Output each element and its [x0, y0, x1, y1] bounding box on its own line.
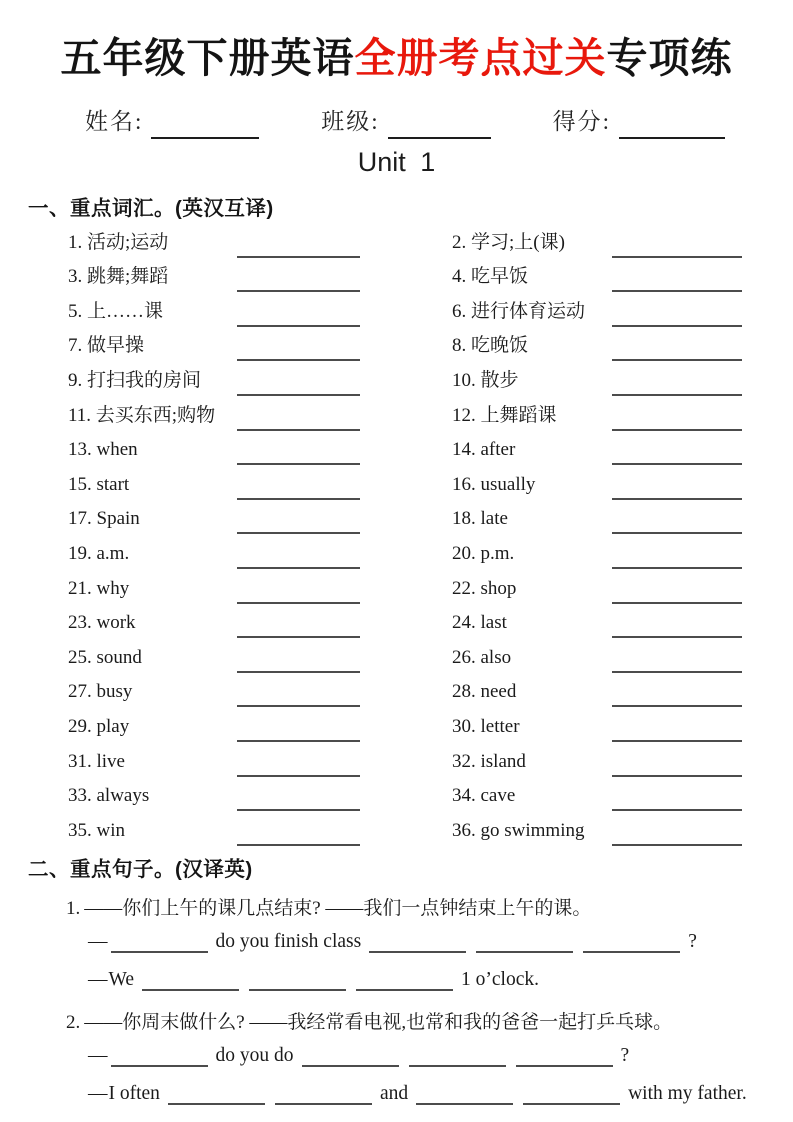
- vocab-term: [452, 785, 612, 807]
- answer-text: do you finish class: [215, 930, 362, 952]
- answer-blank[interactable]: [249, 971, 346, 991]
- vocab-term: [68, 543, 237, 565]
- vocab-answer-blank[interactable]: [237, 238, 360, 258]
- section1-heading: 一、重点词汇。(英汉互译): [28, 197, 274, 221]
- vocab-item: [68, 537, 360, 572]
- vocab-grid: [68, 226, 793, 849]
- answer-text: ?: [688, 930, 697, 952]
- vocab-number: 7.: [68, 335, 83, 357]
- vocab-answer-blank[interactable]: [612, 238, 742, 258]
- vocab-term: [68, 474, 237, 496]
- vocab-text: live: [96, 750, 125, 772]
- answer-text: 1 o’clock.: [461, 968, 539, 990]
- vocab-item: [452, 641, 742, 676]
- vocab-number: 14.: [452, 439, 476, 461]
- question-block: [0, 1007, 793, 1110]
- vocab-answer-blank[interactable]: [612, 307, 742, 327]
- vocab-text: work: [96, 612, 136, 634]
- vocab-term: [68, 330, 237, 357]
- dash-mark: —: [88, 930, 106, 952]
- vocab-item: [452, 468, 742, 503]
- vocab-text: why: [96, 577, 130, 599]
- vocab-number: 24.: [452, 612, 476, 634]
- vocab-answer-blank[interactable]: [612, 618, 742, 638]
- vocab-answer-blank[interactable]: [237, 549, 360, 569]
- vocab-text: after: [480, 439, 516, 461]
- question-chinese: [66, 893, 793, 920]
- vocab-text: start: [96, 473, 130, 495]
- vocab-number: 23.: [68, 612, 92, 634]
- vocab-item: [452, 814, 742, 849]
- vocab-text: go swimming: [480, 819, 585, 841]
- vocab-number: 1.: [68, 231, 83, 253]
- title-part-2: 专项练: [606, 35, 733, 81]
- vocab-number: 31.: [68, 750, 92, 772]
- vocab-text: 跳舞;舞蹈: [87, 266, 169, 288]
- vocab-item: [452, 434, 742, 469]
- vocab-answer-blank[interactable]: [612, 687, 742, 707]
- vocab-term: [452, 578, 612, 600]
- vocab-text: play: [96, 716, 130, 737]
- vocab-number: 5.: [68, 300, 83, 322]
- vocab-number: 28.: [452, 681, 476, 703]
- info-row: [85, 103, 725, 136]
- vocab-number: 21.: [68, 577, 92, 599]
- vocab-item: [68, 503, 360, 538]
- vocab-term: [452, 400, 612, 427]
- vocab-answer-blank[interactable]: [612, 514, 742, 534]
- answer-blank[interactable]: [516, 1047, 613, 1067]
- vocab-text: shop: [480, 577, 517, 599]
- vocab-text: 活动;运动: [87, 231, 169, 253]
- vocab-answer-blank[interactable]: [612, 411, 742, 431]
- vocab-text: p.m.: [480, 543, 515, 565]
- vocab-answer-blank[interactable]: [612, 584, 742, 604]
- vocab-term: [452, 716, 612, 738]
- section2-heading: 二、重点句子。(汉译英): [28, 857, 253, 881]
- vocab-term: [68, 716, 237, 738]
- vocab-number: 34.: [452, 785, 476, 807]
- vocab-item: [452, 676, 742, 711]
- vocab-item: [452, 399, 742, 434]
- vocab-text: Spain: [96, 508, 140, 530]
- vocab-number: 25.: [68, 646, 92, 668]
- vocab-text: 上……课: [87, 300, 164, 322]
- vocab-term: [452, 261, 612, 288]
- vocab-item: [452, 572, 742, 607]
- vocab-item: [452, 780, 742, 815]
- vocab-text: usually: [480, 473, 536, 495]
- vocab-number: 20.: [452, 543, 476, 565]
- vocab-number: 13.: [68, 439, 92, 461]
- vocab-answer-blank[interactable]: [612, 480, 742, 500]
- vocab-item: [452, 261, 742, 296]
- vocab-term: [68, 751, 237, 773]
- vocab-number: 4.: [452, 266, 467, 288]
- vocab-answer-blank[interactable]: [612, 341, 742, 361]
- vocab-term: [452, 474, 612, 496]
- class-group: [321, 103, 490, 136]
- vocab-number: 12.: [452, 404, 476, 426]
- vocab-item: [452, 503, 742, 538]
- vocab-term: [68, 261, 237, 288]
- vocab-answer-blank[interactable]: [237, 618, 360, 638]
- vocab-number: 10.: [452, 370, 476, 392]
- vocab-number: 22.: [452, 577, 476, 599]
- vocab-text: last: [480, 612, 507, 634]
- vocab-number: 18.: [452, 508, 476, 530]
- vocab-text: also: [480, 646, 512, 668]
- score-blank[interactable]: [619, 115, 725, 139]
- vocab-term: [452, 439, 612, 461]
- vocab-answer-blank[interactable]: [612, 445, 742, 465]
- vocab-answer-blank[interactable]: [612, 549, 742, 569]
- vocab-term: [452, 543, 612, 565]
- vocab-answer-blank[interactable]: [612, 653, 742, 673]
- vocab-text: sound: [96, 646, 142, 668]
- title-highlight: 全册考点过关: [354, 35, 607, 81]
- vocab-term: [68, 508, 237, 530]
- title-part-1: 五年级下册英语: [60, 35, 355, 81]
- vocab-text: 打扫我的房间: [87, 370, 202, 392]
- vocab-answer-blank[interactable]: [237, 826, 360, 846]
- vocab-text: win: [96, 819, 125, 841]
- vocab-number: 29.: [68, 716, 92, 737]
- class-label: 班级:: [321, 109, 380, 135]
- vocab-number: 36.: [452, 819, 476, 841]
- vocab-term: [68, 785, 237, 807]
- vocab-number: 19.: [68, 543, 92, 565]
- answer-text: We: [108, 968, 134, 990]
- vocab-number: 8.: [452, 335, 467, 357]
- question-number: 2.: [66, 1011, 81, 1033]
- answer-text: and: [379, 1082, 409, 1104]
- answer-line: [88, 969, 793, 996]
- vocab-answer-blank[interactable]: [237, 307, 360, 327]
- score-group: [553, 103, 725, 136]
- vocab-text: 学习;上(课): [471, 231, 565, 253]
- answer-blank[interactable]: [142, 971, 239, 991]
- vocab-answer-blank[interactable]: [612, 272, 742, 292]
- vocab-item: [68, 710, 360, 745]
- vocab-term: [68, 612, 237, 634]
- vocab-number: 16.: [452, 473, 476, 495]
- vocab-text: island: [480, 750, 526, 772]
- answer-blank[interactable]: [302, 1047, 399, 1067]
- class-blank[interactable]: [388, 115, 491, 139]
- vocab-item: [68, 676, 360, 711]
- question-chinese: [66, 1007, 793, 1034]
- vocab-item: [452, 330, 742, 365]
- vocab-number: 3.: [68, 266, 83, 288]
- vocab-item: [68, 261, 360, 296]
- name-label: 姓名:: [85, 109, 144, 135]
- dash-mark: —: [88, 968, 106, 990]
- vocab-answer-blank[interactable]: [237, 411, 360, 431]
- vocab-item: [452, 295, 742, 330]
- vocab-item: [68, 330, 360, 365]
- answer-blank[interactable]: [275, 1085, 372, 1105]
- vocab-item: [68, 641, 360, 676]
- answer-blank[interactable]: [111, 933, 208, 953]
- vocab-number: 30.: [452, 716, 476, 737]
- vocab-answer-blank[interactable]: [237, 757, 360, 777]
- answer-blank[interactable]: [369, 933, 466, 953]
- vocab-text: 上舞蹈课: [480, 404, 557, 426]
- vocab-text: cave: [480, 785, 516, 807]
- vocab-answer-blank[interactable]: [237, 653, 360, 673]
- vocab-answer-blank[interactable]: [237, 584, 360, 604]
- answer-blank[interactable]: [523, 1085, 620, 1105]
- score-label: 得分:: [552, 109, 611, 135]
- vocab-answer-blank[interactable]: [612, 826, 742, 846]
- vocab-term: [68, 681, 237, 703]
- vocab-number: 11.: [68, 404, 92, 426]
- vocab-text: 吃晚饭: [471, 335, 529, 357]
- vocab-text: late: [480, 508, 508, 530]
- page-title: [0, 36, 793, 81]
- vocab-term: [68, 227, 237, 254]
- vocab-number: 35.: [68, 819, 92, 841]
- vocab-term: [452, 296, 612, 323]
- vocab-item: [68, 572, 360, 607]
- vocab-answer-blank[interactable]: [612, 757, 742, 777]
- vocab-item: [68, 780, 360, 815]
- vocab-term: [452, 751, 612, 773]
- name-group: [85, 103, 259, 136]
- vocab-text: 做早操: [87, 335, 145, 357]
- vocab-text: 去买东西;购物: [95, 404, 216, 426]
- vocab-text: 进行体育运动: [471, 300, 586, 322]
- vocab-term: [452, 508, 612, 530]
- answer-blank[interactable]: [111, 1047, 208, 1067]
- vocab-number: 33.: [68, 785, 92, 807]
- vocab-term: [68, 820, 237, 842]
- vocab-term: [68, 439, 237, 461]
- question-block: [0, 893, 793, 996]
- vocab-text: busy: [96, 681, 133, 703]
- vocab-item: [68, 364, 360, 399]
- vocab-item: [452, 537, 742, 572]
- vocab-text: a.m.: [96, 543, 130, 565]
- vocab-answer-blank[interactable]: [237, 341, 360, 361]
- vocab-number: 17.: [68, 508, 92, 530]
- vocab-term: [68, 647, 237, 669]
- vocab-term: [452, 612, 612, 634]
- dash-mark: —: [88, 1044, 106, 1066]
- vocab-number: 15.: [68, 473, 92, 495]
- vocab-answer-blank[interactable]: [612, 722, 742, 742]
- vocab-text: need: [480, 681, 517, 703]
- answer-text: do you do: [215, 1044, 294, 1066]
- vocab-text: always: [96, 785, 150, 807]
- answer-blank[interactable]: [168, 1085, 265, 1105]
- answer-blank[interactable]: [356, 971, 453, 991]
- vocab-answer-blank[interactable]: [237, 445, 360, 465]
- vocab-term: [452, 820, 612, 842]
- answer-line: [88, 1083, 793, 1110]
- vocab-item: [68, 434, 360, 469]
- vocab-term: [68, 400, 237, 427]
- answer-line: [88, 931, 793, 958]
- vocab-answer-blank[interactable]: [237, 480, 360, 500]
- answer-text: with my father.: [628, 1082, 747, 1104]
- vocab-term: [452, 647, 612, 669]
- vocab-item: [68, 745, 360, 780]
- vocab-item: [452, 607, 742, 642]
- vocab-number: 26.: [452, 646, 476, 668]
- question-chinese-text: ——你周末做什么? ——我经常看电视,也常和我的爸爸一起打乒乓球。: [84, 1011, 673, 1033]
- vocab-answer-blank[interactable]: [612, 791, 742, 811]
- vocab-text: 吃早饭: [471, 266, 529, 288]
- vocab-number: 6.: [452, 300, 467, 322]
- vocab-item: [68, 399, 360, 434]
- vocab-item: [68, 814, 360, 849]
- vocab-answer-blank[interactable]: [237, 514, 360, 534]
- vocab-answer-blank[interactable]: [237, 722, 360, 742]
- question-number: 1.: [66, 897, 81, 919]
- vocab-number: 9.: [68, 370, 83, 392]
- vocab-answer-blank[interactable]: [237, 272, 360, 292]
- vocab-number: 27.: [68, 681, 92, 703]
- vocab-item: [452, 364, 742, 399]
- answer-blank[interactable]: [476, 933, 573, 953]
- vocab-answer-blank[interactable]: [237, 687, 360, 707]
- vocab-text: 散步: [480, 370, 519, 392]
- vocab-term: [452, 330, 612, 357]
- vocab-number: 32.: [452, 750, 476, 772]
- answer-blank[interactable]: [583, 933, 680, 953]
- vocab-term: [68, 578, 237, 600]
- vocab-answer-blank[interactable]: [237, 376, 360, 396]
- vocab-answer-blank[interactable]: [612, 376, 742, 396]
- vocab-item: [68, 607, 360, 642]
- questions: [0, 893, 793, 1110]
- vocab-number: 2.: [452, 231, 467, 253]
- vocab-item: [68, 226, 360, 261]
- question-chinese-text: ——你们上午的课几点结束? ——我们一点钟结束上午的课。: [84, 897, 592, 919]
- vocab-item: [452, 745, 742, 780]
- answer-blank[interactable]: [409, 1047, 506, 1067]
- vocab-term: [452, 365, 612, 392]
- dash-mark: —: [88, 1082, 106, 1104]
- vocab-item: [68, 295, 360, 330]
- answer-blank[interactable]: [416, 1085, 513, 1105]
- name-blank[interactable]: [151, 115, 259, 139]
- vocab-item: [452, 226, 742, 261]
- answer-text: I often: [108, 1082, 160, 1104]
- unit-title: Unit 1: [357, 147, 436, 178]
- answer-text: ?: [620, 1044, 630, 1066]
- vocab-term: [68, 296, 237, 323]
- vocab-item: [452, 710, 742, 745]
- vocab-term: [452, 227, 612, 254]
- vocab-text: when: [96, 439, 138, 461]
- vocab-term: [68, 365, 237, 392]
- vocab-text: letter: [480, 716, 520, 737]
- vocab-answer-blank[interactable]: [237, 791, 360, 811]
- vocab-item: [68, 468, 360, 503]
- answer-line: [88, 1045, 793, 1072]
- vocab-term: [452, 681, 612, 703]
